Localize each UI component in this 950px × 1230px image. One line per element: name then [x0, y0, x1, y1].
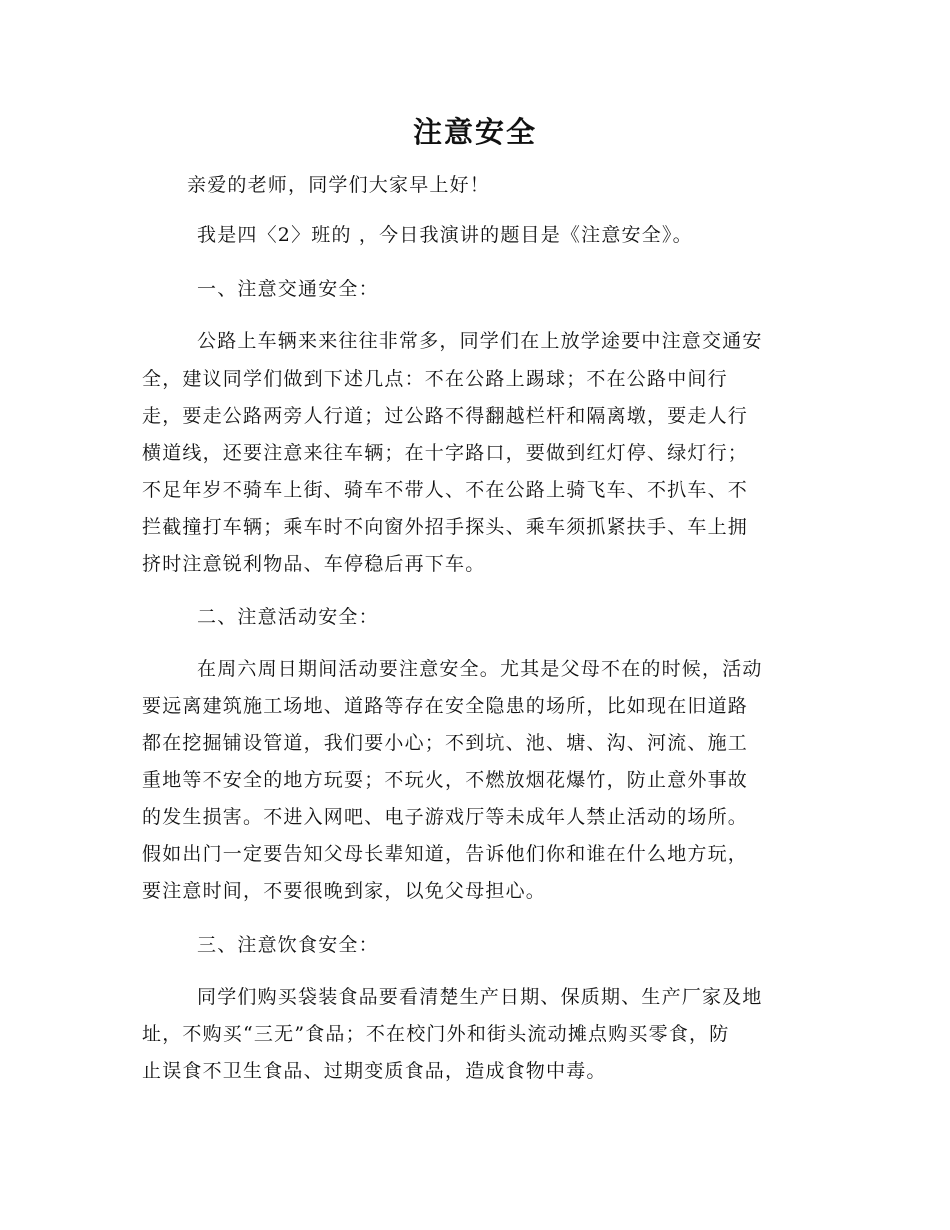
paragraph-line: 要远离建筑施工场地、道路等存在安全隐患的场所，比如现在旧道路 [142, 695, 749, 717]
paragraph-line: 止误食不卫生食品、过期变质食品，造成食物中毒。 [142, 1060, 607, 1082]
paragraph-line: 同学们购买袋装食品要看清楚生产日期、保质期、生产厂家及地 [197, 986, 763, 1008]
paragraph-line: 重地等不安全的地方玩耍；不玩火，不燃放烟花爆竹，防止意外事故 [142, 769, 749, 791]
paragraph-line: 公路上车辆来来往往非常多，同学们在上放学途要中注意交通安 [197, 330, 763, 352]
greeting-line: 亲爱的老师，同学们大家早上好！ [187, 174, 491, 196]
paragraph-line: 挤时注意锐利物品、车停稳后再下车。 [142, 553, 486, 575]
paragraph-line: 的发生损害。不进入网吧、电子游戏厅等未成年人禁止活动的场所。 [142, 806, 749, 828]
intro-line: 我是四〈2〉班的 ，今日我演讲的题目是《注意安全》。 [197, 224, 693, 246]
paragraph-line: 走，要走公路两旁人行道；过公路不得翻越栏杆和隔离墩，要走人行 [142, 405, 749, 427]
paragraph-line: 不足年岁不骑车上街、骑车不带人、不在公路上骑飞车、不扒车、不 [142, 479, 749, 501]
paragraph-line: 拦截撞打车辆；乘车时不向窗外招手探头、乘车须抓紧扶手、车上拥 [142, 516, 749, 538]
paragraph-line: 假如出门一定要告知父母长辈知道，告诉他们你和谁在什么地方玩， [142, 843, 749, 865]
document-title: 注意安全 [412, 115, 537, 149]
paragraph-line: 横道线，还要注意来往车辆；在十字路口，要做到红灯停、绿灯行； [142, 442, 749, 464]
paragraph-line: 要注意时间，不要很晚到家，以免父母担心。 [142, 880, 547, 902]
paragraph-line: 在周六周日期间活动要注意安全。尤其是父母不在的时候，活动 [197, 658, 763, 680]
paragraph-line: 址，不购买“三无”食品；不在校门外和街头流动摊点购买零食，防 [142, 1023, 730, 1045]
paragraph-line: 都在挖掘铺设管道，我们要小心；不到坑、池、塘、沟、河流、施工 [142, 732, 749, 754]
section-heading-activity: 二、注意活动安全： [197, 606, 379, 628]
paragraph-line: 全，建议同学们做到下述几点：不在公路上踢球；不在公路中间行 [142, 368, 728, 390]
section-heading-traffic: 一、注意交通安全： [197, 278, 379, 300]
section-heading-food: 三、注意饮食安全： [197, 934, 379, 956]
